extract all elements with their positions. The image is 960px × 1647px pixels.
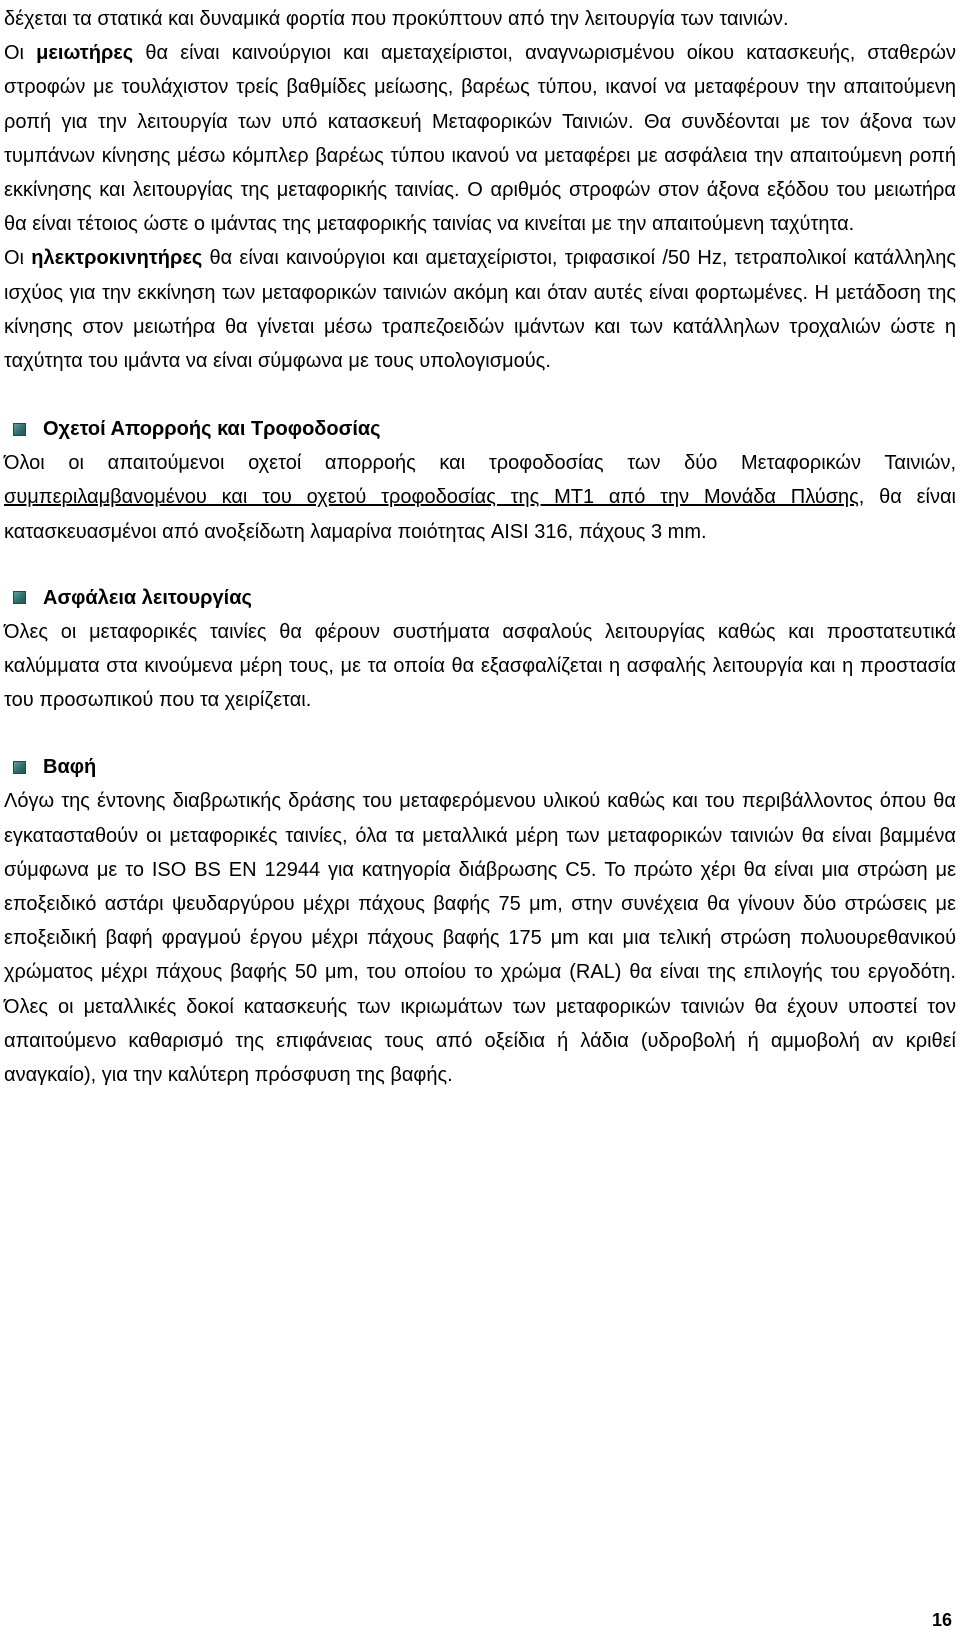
paragraph-painting: Λόγω της έντονης διαβρωτικής δράσης του μεταφερόμενου υλικού καθώς και του περιβάλλοντος όπου θα εγκατασταθούν οι μεταφορικές ταινίες, όλα τα μεταλλικά μέρη των μεταφορικών ταινιών θα είναι βαμμένα σύμφωνα με το ISO BS EN 12944 για κατηγορία διάβρωσης C5. Το πρώτο χέρι θα είναι μια στρώση με εποξειδικό αστάρι ψευδαργύρου μέχρι πάχους βαφής 75 μm, στην συνέχεια θα γίνουν δύο στρώσεις με εποξειδική βαφή φραγμού έργου μέχρι πάχους βαφής 175 μm και μια τελική στρώση πολυουρεθανικού χρώματος μέχρι πάχους βαφής 50 μm, του οποίου το χρώμα (RAL) θα είναι της επιλογής του εργοδότη. Όλες οι μεταλλικές δοκοί κατασκευής των ικριωμάτων των μεταφορικών ταινιών θα έχουν υποστεί τον απαιτούμενο καθαρισμό της επιφάνειας τους από οξείδια ή λάδια (υδροβολή ή αμμοβολή αν κριθεί αναγκαίο), για την καλύτερη πρόσφυση της βαφής. bbox=[4, 790, 956, 1087]
square-bullet-icon bbox=[13, 591, 26, 604]
heading-chutes-text: Οχετοί Απορροής και Τροφοδοσίας bbox=[43, 418, 381, 441]
paragraph-chutes bbox=[4, 446, 956, 549]
paragraph-load-bearing: δέχεται τα στατικά και δυναμικά φορτία που προκύπτουν από την λειτουργία των ταινιών. bbox=[4, 8, 789, 30]
term-electric-motors: ηλεκτροκινητήρες bbox=[31, 247, 203, 270]
page-number: 16 bbox=[931, 1610, 952, 1630]
spacer bbox=[4, 717, 956, 750]
heading-painting-text: Βαφή bbox=[43, 756, 97, 779]
paragraph-gear-reducers-intro: Οι bbox=[4, 42, 37, 65]
paragraph-chutes-text: , θα είναι κατασκευασμένοι από ανοξείδωτη λαμαρίνα ποιότητας AISI 316, πάχους 3 mm. bbox=[4, 486, 956, 543]
paragraph-gear-reducers-text: θα είναι καινούργιοι και αμεταχείριστοι, αναγνωρισμένου οίκου κατασκευής, σταθερών στροφών με τουλάχιστον τρείς βαθμίδες μείωσης, βαρέως τύπου, ικανοί να μεταφέρουν την απαιτούμενη ροπή για την λειτουργία των υπό κατασκευή Μεταφορικών Ταινιών. Θα συνδέονται με τον άξονα των τυμπάνων κίνησης μέσω κόμπλερ βαρέως τύπου ικανού να μεταφέρει με ασφάλεια την απαιτούμενη ροπή εκκίνησης και λειτουργίας της μεταφορικής ταινίας. Ο αριθμός στροφών στον άξονα εξόδου του μειωτήρα θα είναι τέτοιος ώστε ο ιμάντας της μεταφορικής ταινίας να κινείται με την απαιτούμενη ταχύτητα. bbox=[4, 42, 956, 236]
heading-chutes bbox=[4, 412, 956, 446]
square-bullet-icon bbox=[13, 423, 26, 436]
paragraph-electric-motors-text: θα είναι καινούργιοι και αμεταχείριστοι, τριφασικοί /50 Hz, τετραπολικοί κατάλληλης ισχύος για την εκκίνηση των μεταφορικών ταινιών ακόμη και όταν αυτές είναι φορτωμένες. Η μετάδοση της κίνησης στον μειωτήρα θα γίνεται μέσω τραπεζοειδών ιμάντων και των κατάλληλων τροχαλιών ώστε η ταχύτητα του ιμάντα να είναι σύμφωνα με τους υπολογισμούς. bbox=[4, 247, 956, 373]
square-bullet-icon bbox=[13, 761, 26, 774]
paragraph-electric-motors-intro: Οι bbox=[4, 247, 32, 270]
paragraph-electric-motors bbox=[4, 241, 956, 378]
underlined-phrase-feed-chute: συμπεριλαμβανομένου και του οχετού τροφοδοσίας της ΜΤ1 από την Μονάδα Πλύσης bbox=[4, 486, 859, 509]
paragraph-chutes-intro: Όλοι οι απαιτούμενοι οχετοί απορροής και τροφοδοσίας των δύο Μεταφορικών Ταινιών, bbox=[4, 452, 956, 475]
term-gear-reducers: μειωτήρες bbox=[36, 42, 134, 65]
heading-painting bbox=[4, 750, 956, 784]
paragraph-gear-reducers bbox=[4, 36, 956, 241]
heading-safety bbox=[4, 581, 956, 615]
heading-safety-text: Ασφάλεια λειτουργίας bbox=[43, 586, 252, 609]
document-page bbox=[4, 0, 956, 1092]
spacer bbox=[4, 549, 956, 581]
paragraph-safety: Όλες οι μεταφορικές ταινίες θα φέρουν συστήματα ασφαλούς λειτουργίας καθώς και προστατευτικά καλύμματα στα κινούμενα μέρη τους, με τα οποία θα εξασφαλίζεται η ασφαλής λειτουργία και η προστασία του προσωπικού που τα χειρίζεται. bbox=[4, 620, 956, 712]
spacer bbox=[4, 378, 956, 412]
